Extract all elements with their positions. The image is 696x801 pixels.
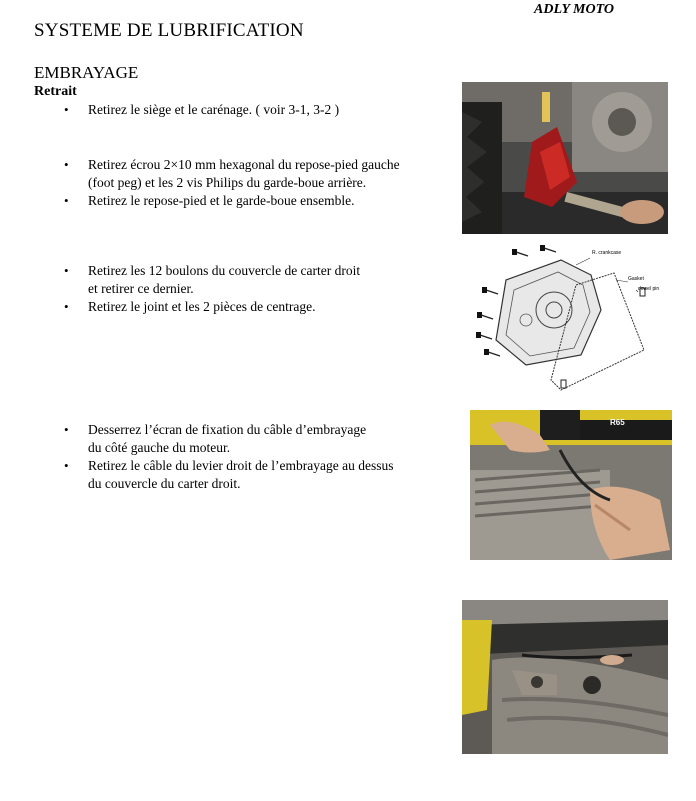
photo-clutch-cable [470, 410, 672, 560]
photo-footpeg-removal [462, 82, 668, 234]
step-bullet: • Retirez les 12 boulons du couvercle de carter droit et retirer ce dernier. [62, 262, 452, 298]
page-title: SYSTEME DE LUBRIFICATION [34, 20, 304, 41]
step-bullet: • Retirez le repose-pied et le garde-boue ensemble. [62, 192, 452, 210]
step-group-4 [62, 421, 462, 493]
photo-clutch-lever [462, 600, 668, 754]
step-bullet: • Retirez le siège et le carénage. ( voir 3-1, 3-2 ) [62, 101, 442, 119]
diagram-label-cover: R. crankcase [592, 250, 622, 256]
step-group-3 [62, 262, 452, 316]
brand-header: ADLY MOTO [534, 2, 614, 17]
photo-label-r65: R65 [610, 418, 625, 427]
diagram-label-gasket: Gasket [628, 276, 644, 282]
step-group-2 [62, 156, 452, 210]
step-bullet: • Retirez écrou 2×10 mm hexagonal du repose-pied gauche (foot peg) et les 2 vis Philips du garde-boue arrière. [62, 156, 452, 192]
diagram-label-dowel: dowel pin [638, 286, 660, 292]
section-title: EMBRAYAGE [34, 63, 139, 82]
diagram-crankcase-cover [466, 240, 666, 392]
step-bullet: • Desserrez l’écran de fixation du câble d’embrayage du côté gauche du moteur. [62, 421, 462, 457]
section-subtitle: Retrait [34, 84, 77, 99]
step-group-1 [62, 101, 442, 119]
step-bullet: • Retirez le joint et les 2 pièces de centrage. [62, 298, 452, 316]
step-bullet: • Retirez le câble du levier droit de l’embrayage au dessus du couvercle du carter droit. [62, 457, 462, 493]
